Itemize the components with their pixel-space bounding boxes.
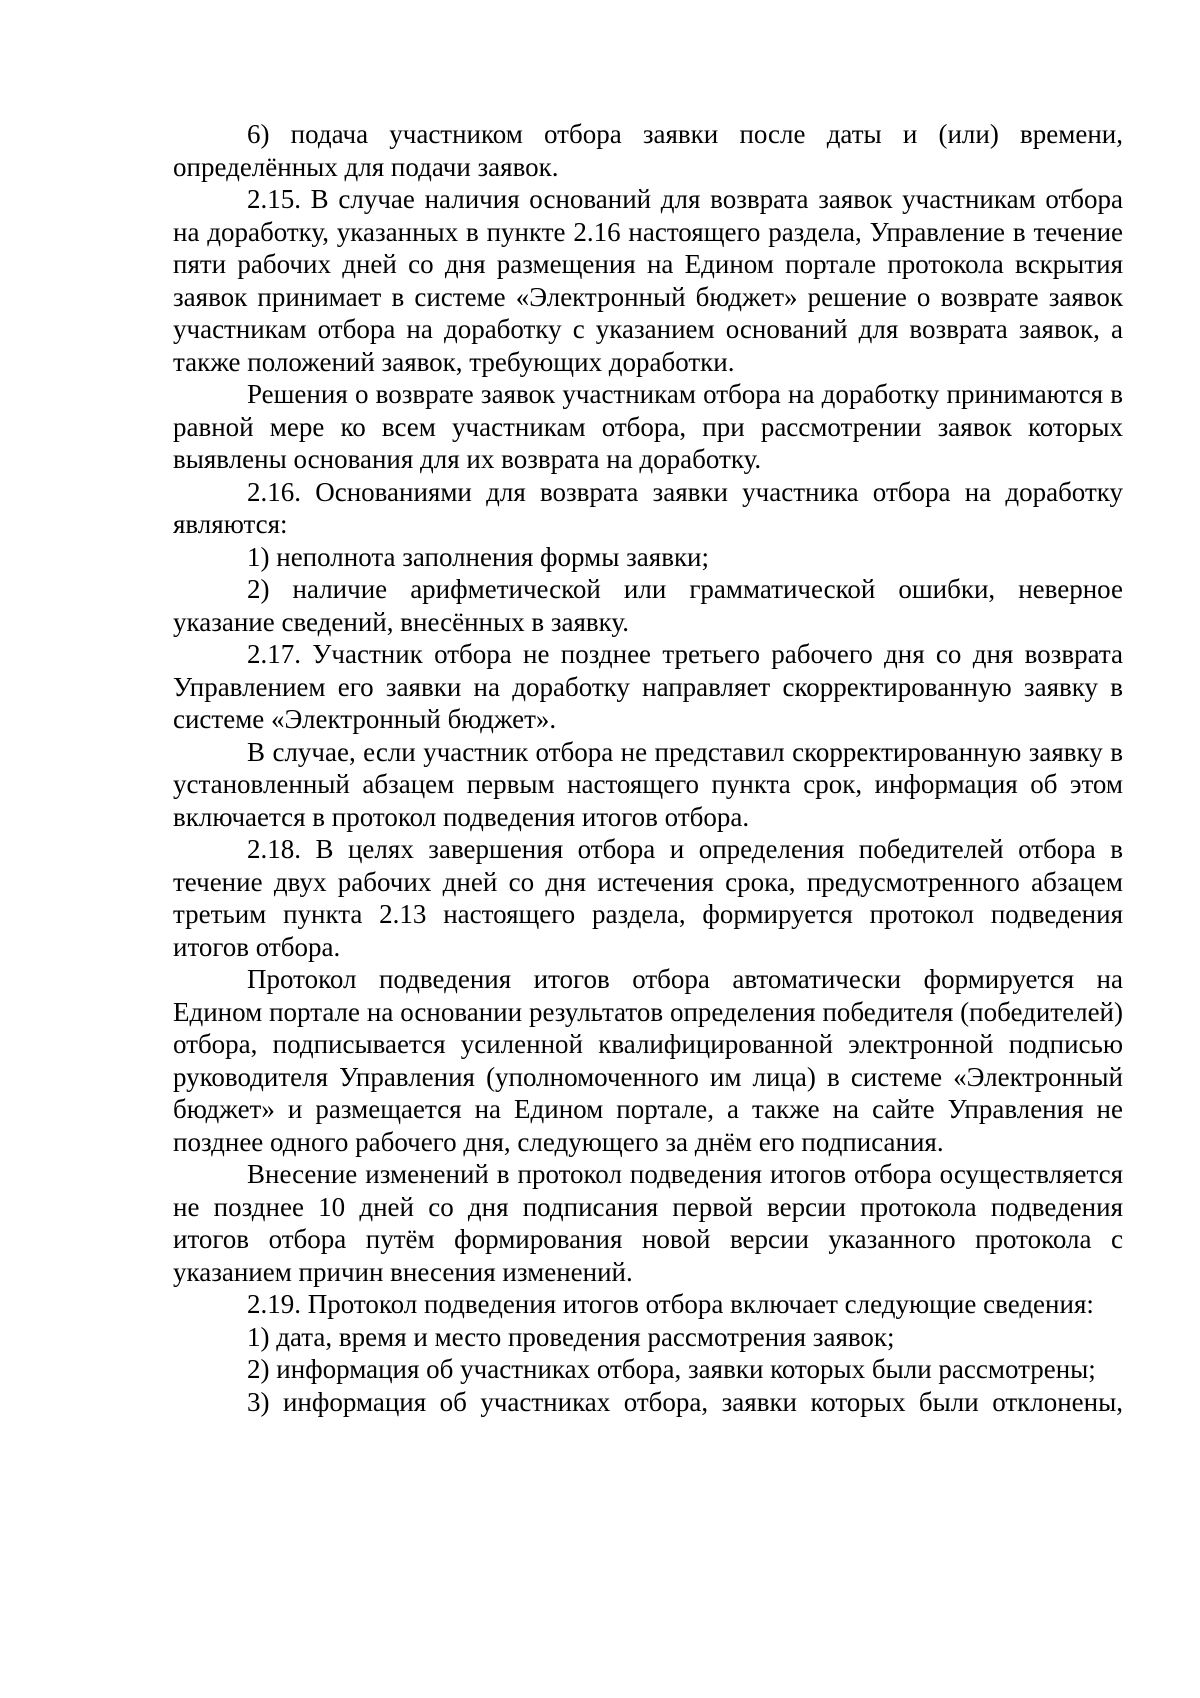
paragraph-2-17-part-2: В случае, если участник отбора не представил скорректированную заявку в установленный абзацем первым настоящего пункта срок, информация об этом включается в протокол подведения итогов отбора. — [173, 736, 1123, 832]
paragraph-protocol-changes: Внесение изменений в протокол подведения итогов отбора осуществляется не позднее 10 дней со дня подписания первой версии протокола подведения итогов отбора путём формирования новой версии указанного протокола с указанием причин внесения изменений. — [173, 1159, 1123, 1287]
paragraph-2-15: 2.15. В случае наличия оснований для возврата заявок участникам отбора на доработку, указанных в пункте 2.16 настоящего раздела, Управление в течение пяти рабочих дней со дня размещения на Едином портале протокола вскрытия заявок принимает в системе «Электронный бюджет» решение о возврате заявок участникам отбора на доработку с указанием оснований для возврата заявок, а также положений заявок, требующих доработки. — [173, 184, 1123, 377]
paragraph-2-16: 2.16. Основаниями для возврата заявки участника отбора на доработку являются: — [173, 476, 1123, 539]
paragraph-2-19-item-3: 3) информация об участниках отбора, заявки которых были отклонены, — [247, 1386, 1123, 1417]
document-page — [173, 118, 1123, 1418]
paragraph-2-16-item-2: 2) наличие арифметической или грамматической ошибки, неверное указание сведений, внесённых в заявку. — [173, 574, 1123, 637]
paragraph-2-19-item-1: 1) дата, время и место проведения рассмотрения заявок; — [247, 1321, 895, 1352]
paragraph-2-18: 2.18. В целях завершения отбора и определения победителей отбора в течение двух рабочих дней со дня истечения срока, предусмотренного абзацем третьим пункта 2.13 настоящего раздела, формируется протокол подведения итогов отбора. — [173, 834, 1123, 962]
paragraph-2-16-item-1: 1) неполнота заполнения формы заявки; — [247, 541, 710, 572]
paragraph-2-17: 2.17. Участник отбора не позднее третьего рабочего дня со дня возврата Управлением его заявки на доработку направляет скорректированную заявку в системе «Электронный бюджет». — [173, 639, 1123, 734]
paragraph-return-decisions: Решения о возврате заявок участникам отбора на доработку принимаются в равной мере ко всем участникам отбора, при рассмотрении заявок которых выявлены основания для их возврата на доработку. — [173, 379, 1123, 474]
paragraph-2-19-item-2: 2) информация об участниках отбора, заявки которых были рассмотрены; — [247, 1354, 1096, 1384]
paragraph-6-late-submission: 6) подача участником отбора заявки после даты и (или) времени, определённых для подачи заявок. — [173, 119, 1123, 182]
paragraph-2-19: 2.19. Протокол подведения итогов отбора включает следующие сведения: — [247, 1289, 1094, 1319]
paragraph-protocol-formation: Протокол подведения итогов отбора автоматически формируется на Едином портале на основании результатов определения победителя (победителей) отбора, подписывается усиленной квалифицированной электронной подписью руководителя Управления (уполномоченного им лица) в системе «Электронный бюджет» и размещается на Едином портале, а также на сайте Управления не позднее одного рабочего дня, следующего за днём его подписания. — [173, 964, 1123, 1157]
